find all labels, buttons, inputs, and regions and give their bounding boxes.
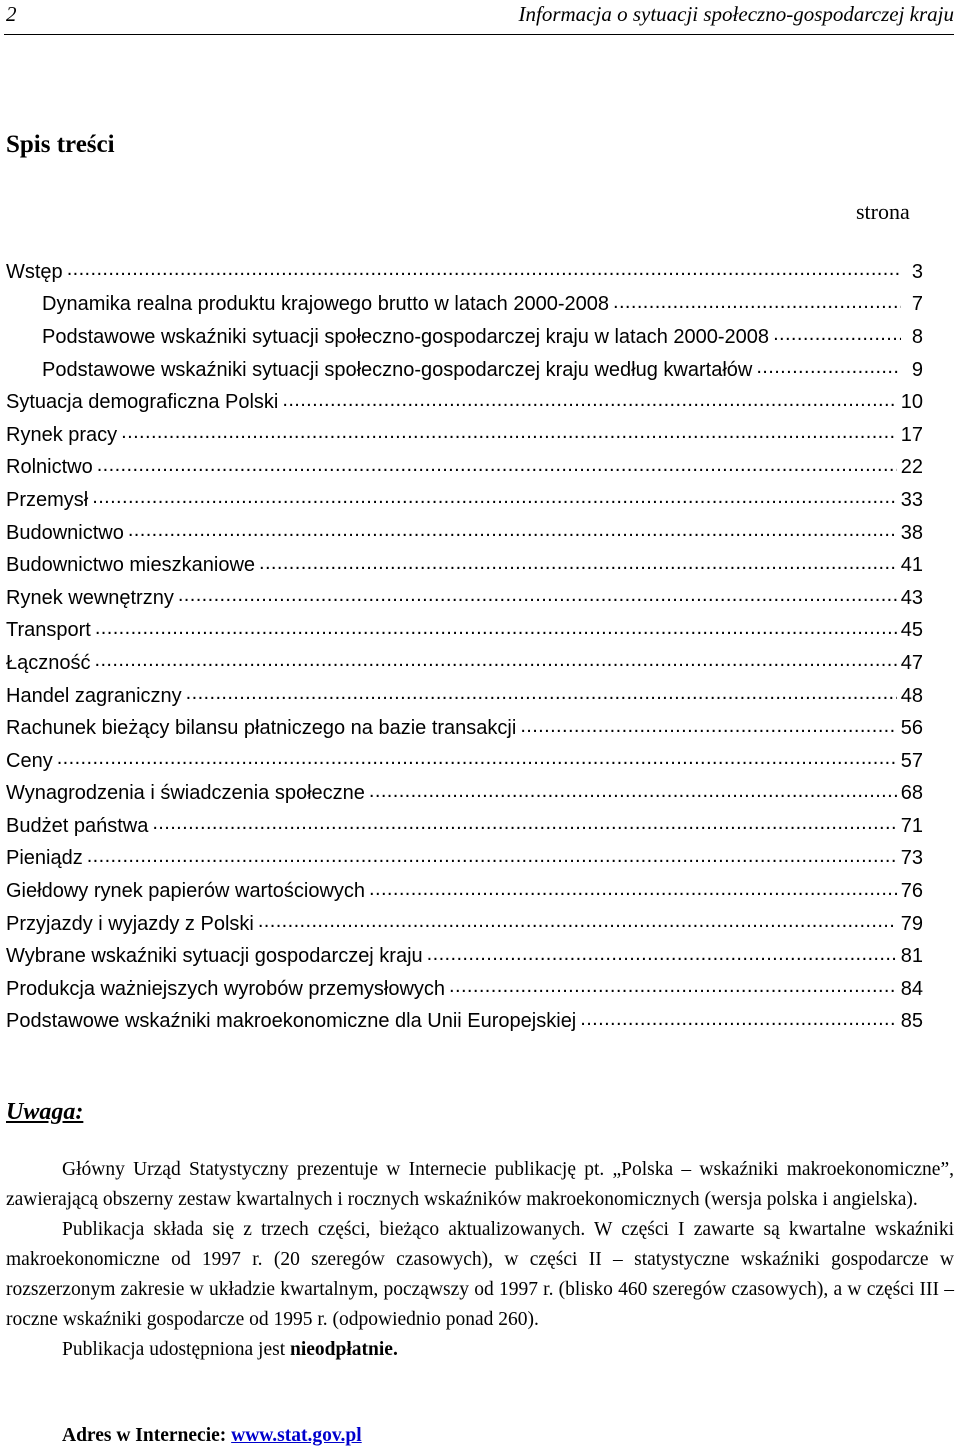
toc-entry-label: Produkcja ważniejszych wyrobów przemysłowych — [6, 977, 446, 1000]
toc-leader-dots — [67, 260, 901, 284]
note-body — [6, 1155, 954, 1365]
toc-entry-label: Wstęp — [6, 260, 63, 283]
toc-entry-page: 7 — [911, 293, 923, 316]
page-number: 2 — [6, 2, 17, 26]
toc-entry-label: Rachunek bieżący bilansu płatniczego na bazie transakcji — [6, 717, 517, 740]
toc-leader-dots — [152, 814, 896, 838]
toc-entry-label: Podstawowe wskaźniki sytuacji społeczno-gospodarczej kraju w latach 2000-2008 — [42, 325, 770, 348]
toc-entry-label: Rynek wewnętrzny — [6, 586, 174, 609]
note-paragraph-1: Główny Urząd Statystyczny prezentuje w Internecie publikację pt. „Polska – wskaźniki makroekonomiczne”, zawierającą obszerny zestaw kwartalnych i rocznych wskaźników makroekonomicznych (wersja polska i angielska). — [6, 1159, 954, 1210]
page-header — [4, 0, 954, 35]
toc-leader-dots — [178, 586, 897, 610]
toc-entry-page: 38 — [900, 521, 923, 544]
note-title: Uwaga: — [6, 1099, 84, 1125]
toc-entry-page: 10 — [900, 391, 923, 414]
toc-entry[interactable] — [6, 517, 923, 550]
toc-entry-page: 3 — [911, 260, 923, 283]
note-paragraph-2: Publikacja składa się z trzech części, bieżąco aktualizowanych. W części I zawarte są kwartalne wskaźniki makroekonomiczne od 1997 r. (20 szeregów czasowych), w części II – statystyczne wskaźniki gospodarcze w rozszerzonym zakresie w układzie kwartalnym, począwszy od 1997 r. (blisko 460 szeregów czasowych), a w części III – roczne wskaźniki gospodarcze od 1995 r. (odpowiednio ponad 260). — [6, 1219, 954, 1330]
address-label: Adres w Internecie: — [62, 1425, 232, 1446]
toc-entry[interactable] — [6, 973, 923, 1006]
toc-leader-dots — [87, 847, 897, 871]
toc-leader-dots — [369, 880, 897, 904]
toc-entry[interactable] — [6, 419, 923, 452]
toc-entry-page: 47 — [900, 651, 923, 674]
toc-entry[interactable] — [6, 810, 923, 843]
toc-entry-label: Wynagrodzenia i świadczenia społeczne — [6, 782, 365, 805]
toc-leader-dots — [427, 945, 897, 969]
toc-leader-dots — [613, 293, 901, 317]
toc-entry-page: 73 — [900, 847, 923, 870]
toc-entry-page: 8 — [911, 325, 923, 348]
toc-entry[interactable] — [6, 680, 923, 713]
toc-entry-page: 79 — [900, 912, 923, 935]
toc-leader-dots — [773, 325, 901, 349]
toc-entry-page: 68 — [900, 782, 923, 805]
toc-leader-dots — [580, 1010, 896, 1034]
toc-entry-page: 43 — [900, 586, 923, 609]
table-of-contents — [6, 256, 923, 1038]
toc-entry-label: Przyjazdy i wyjazdy z Polski — [6, 912, 254, 935]
toc-leader-dots — [95, 619, 897, 643]
toc-entry[interactable] — [6, 452, 923, 485]
toc-leader-dots — [57, 749, 897, 773]
toc-entry-label: Przemysł — [6, 488, 89, 511]
toc-entry-label: Budownictwo mieszkaniowe — [6, 554, 256, 577]
toc-entry-label: Transport — [6, 619, 91, 642]
toc-entry-page: 85 — [900, 1010, 923, 1033]
toc-leader-dots — [186, 684, 897, 708]
toc-entry-page: 57 — [900, 749, 923, 772]
toc-entry-page: 56 — [900, 717, 923, 740]
toc-entry[interactable] — [6, 908, 923, 941]
toc-entry[interactable] — [6, 582, 923, 615]
toc-leader-dots — [282, 391, 896, 415]
toc-entry-label: Łączność — [6, 651, 91, 674]
toc-entry-label: Rolnictwo — [6, 456, 93, 479]
address-link[interactable]: www.stat.gov.pl — [231, 1425, 362, 1446]
toc-entry[interactable] — [6, 256, 923, 289]
toc-leader-dots — [520, 717, 896, 741]
toc-entry[interactable] — [6, 875, 923, 908]
toc-entry[interactable] — [6, 647, 923, 680]
toc-leader-dots — [92, 488, 897, 512]
toc-entry-page: 48 — [900, 684, 923, 707]
toc-entry[interactable] — [6, 321, 923, 354]
page-column-label: strona — [856, 199, 910, 224]
toc-entry[interactable] — [6, 549, 923, 582]
toc-entry[interactable] — [6, 712, 923, 745]
toc-entry[interactable] — [6, 386, 923, 419]
toc-leader-dots — [258, 912, 897, 936]
toc-leader-dots — [128, 521, 897, 545]
toc-entry-label: Dynamika realna produktu krajowego brutto w latach 2000-2008 — [42, 293, 610, 316]
toc-entry-page: 71 — [900, 814, 923, 837]
toc-leader-dots — [121, 423, 897, 447]
toc-entry-page: 22 — [900, 456, 923, 479]
toc-leader-dots — [449, 977, 897, 1001]
toc-leader-dots — [369, 782, 897, 806]
toc-entry-label: Podstawowe wskaźniki makroekonomiczne dla Unii Europejskiej — [6, 1010, 577, 1033]
toc-entry[interactable] — [6, 484, 923, 517]
running-title: Informacja o sytuacji społeczno-gospodarczej kraju — [518, 2, 954, 26]
toc-leader-dots — [97, 456, 897, 480]
toc-entry-page: 9 — [911, 358, 923, 381]
toc-entry-page: 45 — [900, 619, 923, 642]
toc-leader-dots — [259, 554, 897, 578]
internet-address — [62, 1425, 362, 1447]
toc-entry-page: 84 — [900, 977, 923, 1000]
toc-entry-page: 41 — [900, 554, 923, 577]
toc-entry[interactable] — [6, 778, 923, 811]
toc-entry-label: Sytuacja demograficzna Polski — [6, 391, 279, 414]
toc-entry-page: 76 — [900, 880, 923, 903]
toc-entry-label: Wybrane wskaźniki sytuacji gospodarczej kraju — [6, 945, 423, 968]
toc-entry-label: Budownictwo — [6, 521, 124, 544]
toc-entry-label: Pieniądz — [6, 847, 83, 870]
toc-entry[interactable] — [6, 745, 923, 778]
toc-entry-label: Podstawowe wskaźniki sytuacji społeczno-gospodarczej kraju według kwartałów — [42, 358, 753, 381]
toc-entry[interactable] — [6, 289, 923, 322]
toc-entry-label: Ceny — [6, 749, 53, 772]
toc-entry-page: 17 — [900, 423, 923, 446]
toc-entry-page: 81 — [900, 945, 923, 968]
toc-leader-dots — [95, 651, 897, 675]
toc-entry-label: Giełdowy rynek papierów wartościowych — [6, 880, 366, 903]
toc-entry[interactable] — [6, 1006, 923, 1039]
toc-entry-label: Rynek pracy — [6, 423, 118, 446]
toc-entry-page: 33 — [900, 488, 923, 511]
toc-title: Spis treści — [6, 131, 115, 158]
toc-entry-label: Budżet państwa — [6, 814, 149, 837]
availability-prefix: Publikacja udostępniona jest — [62, 1339, 291, 1360]
note-availability — [6, 1335, 954, 1365]
toc-entry[interactable] — [6, 940, 923, 973]
toc-entry[interactable] — [6, 615, 923, 648]
toc-entry-label: Handel zagraniczny — [6, 684, 182, 707]
toc-entry[interactable] — [6, 354, 923, 387]
availability-value: nieodpłatnie. — [290, 1339, 398, 1360]
toc-entry[interactable] — [6, 843, 923, 876]
toc-leader-dots — [756, 358, 901, 382]
